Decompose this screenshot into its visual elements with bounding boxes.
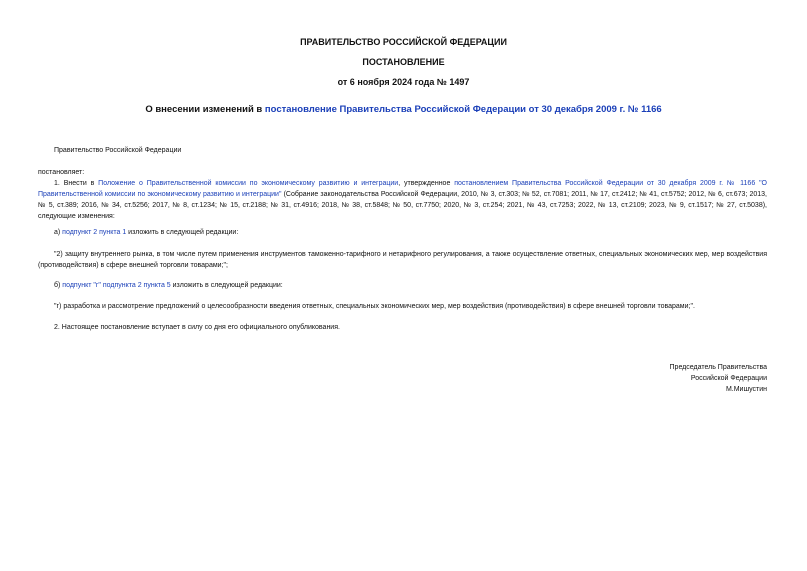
item2-paragraph: [38, 322, 767, 333]
document-title: [0, 104, 807, 115]
signature-block: [670, 362, 767, 395]
title-link[interactable]: постановление Правительства Российской Федерации от 30 декабря 2009 г. № 1166: [264, 104, 662, 115]
government-heading: ПРАВИТЕЛЬСТВО РОССИЙСКОЙ ФЕДЕРАЦИИ: [300, 37, 507, 47]
item-a-prefix: а): [54, 229, 63, 236]
item-b-rest: изложить в следующей редакции:: [170, 282, 283, 289]
title-prefix: О внесении изменений в: [145, 104, 265, 115]
item1-prefix: 1. Внести в: [54, 180, 99, 187]
resolves-paragraph: [38, 167, 767, 178]
item-a-paragraph: [38, 227, 767, 238]
item-b-paragraph: [38, 280, 767, 291]
item1-middle: , утвержденное: [398, 180, 455, 187]
item-a-rest: изложить в следующей редакции:: [126, 229, 239, 236]
signature-name: М.Мишустин: [725, 386, 767, 393]
item1-rest: (Собрание законодательства Российской Федерации, 2010, № 3, ст.303; № 52, ст.7081; 2011, № 17, ст.2412; № 41, ст.5752; 2012, № 6, ст.673; 2013, № 5, ст.389; 2016, № 34, ст.5256; 2017, № 8, ст.1234; № 15, ст.2188; № 31, ст.4916; 2018, № 38, ст.5848; № 50, ст.7750; 2020, № 3, ст.254; 2021, № 43, ст.7253; 2022, № 13, ст.2109; 2023, № 9, ст.1517; № 27, ст.5038), следующие изменения:: [38, 191, 768, 220]
issuer-text: Правительство Российской Федерации: [54, 147, 182, 154]
document-type: ПОСТАНОВЛЕНИЕ: [362, 57, 445, 67]
date-number: от 6 ноября 2024 года № 1497: [337, 77, 470, 87]
issuer-paragraph: [38, 145, 767, 156]
item-a-link[interactable]: подпункт 2 пункта 1: [62, 229, 127, 236]
signature-position: Председатель Правительства: [669, 364, 767, 371]
quote-b-text: "г) разработка и рассмотрение предложений о целесообразности введения ответных, специальных экономических мер, мер воздействия (противодействия) в сфере внешней торговли товарами;".: [54, 303, 695, 310]
regulation-link[interactable]: Положение о Правительственной комиссии по экономическому развитию и интеграции: [98, 180, 399, 187]
signature-country: Российской Федерации: [690, 375, 767, 382]
item1-paragraph: [38, 178, 767, 222]
quote-a-paragraph: [38, 249, 767, 271]
item-b-link[interactable]: подпункт "г" подпункта 2 пункта 5: [62, 282, 171, 289]
quote-a-text: "2) защиту внутреннего рынка, в том числе путем применения инструментов таможенно-тарифного и нетарифного регулирования, а также осуществление ответных, специальных экономических мер, мер воздействия (противодействия) в сфере внешней торговли товарами;";: [38, 251, 767, 269]
item-b-prefix: б): [54, 282, 63, 289]
item2-text: 2. Настоящее постановление вступает в силу со дня его официального опубликования.: [54, 324, 340, 331]
quote-b-paragraph: [38, 301, 767, 312]
resolution-link[interactable]: постановлением Правительства Российской Федерации от 30 декабря 2009 г. № 1166 "О Правительственной комиссии по экономическому развитию и интеграции": [38, 180, 767, 198]
resolves-text: постановляет:: [38, 169, 85, 176]
